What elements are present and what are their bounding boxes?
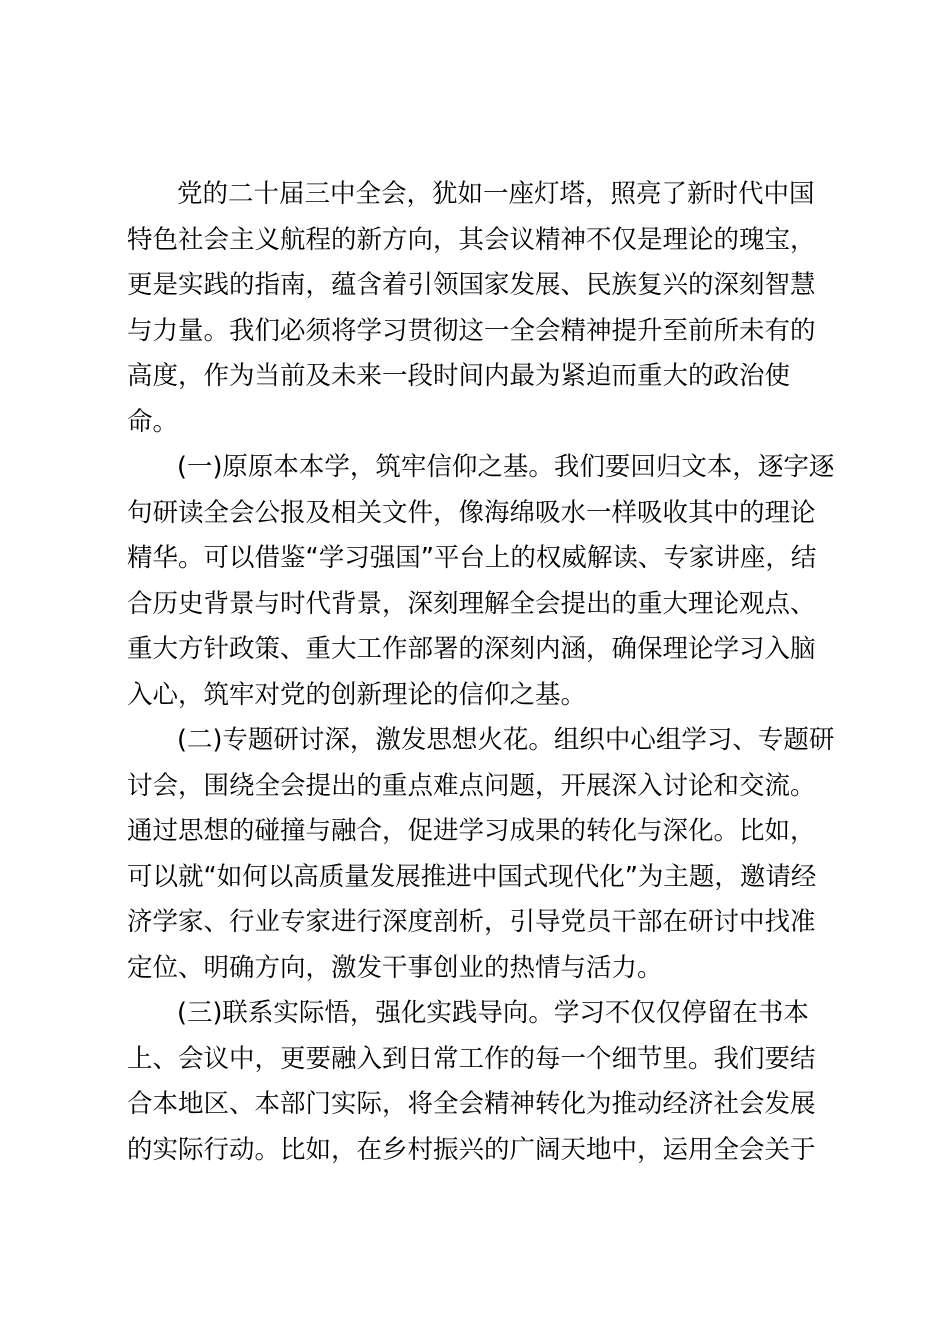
text-line: 定位、明确方向，激发干事创业的热情与活力。 bbox=[127, 952, 663, 983]
text-line: 讨会，围绕全会提出的重点难点问题，开展深入讨论和交流。 bbox=[127, 770, 816, 801]
text-line: 句研读全会公报及相关文件，像海绵吸水一样吸收其中的理论 bbox=[127, 497, 816, 528]
text-line: 高度，作为当前及未来一段时间内最为紧迫而重大的政治使 bbox=[127, 361, 791, 391]
paragraph-section-1 bbox=[127, 445, 835, 718]
text-line: 精华。可以借鉴“学习强国”平台上的权威解读、专家讲座，结 bbox=[127, 543, 817, 573]
paragraph-intro bbox=[127, 172, 827, 445]
text-line: 党的二十届三中全会，犹如一座灯塔，照亮了新时代中国 bbox=[177, 179, 815, 209]
text-line: 重大方针政策、重大工作部署的深刻内涵，确保理论学习入脑 bbox=[127, 634, 816, 664]
text-line: 可以就“如何以高质量发展推进中国式现代化”为主题，邀请经 bbox=[127, 861, 817, 892]
text-line: (三)联系实际悟，强化实践导向。学习不仅仅停留在书本 bbox=[177, 998, 809, 1028]
text-line: (二)专题研讨深，激发思想火花。组织中心组学习、专题研 bbox=[177, 725, 835, 755]
text-line: 更是实践的指南，蕴含着引领国家发展、民族复兴的深刻智慧 bbox=[127, 270, 816, 300]
paragraph-section-2 bbox=[127, 718, 835, 991]
text-line: 通过思想的碰撞与融合，促进学习成果的转化与深化。比如， bbox=[127, 816, 816, 846]
text-line: 合历史背景与时代背景，深刻理解全会提出的重大理论观点、 bbox=[127, 588, 816, 619]
paragraph-section-3 bbox=[127, 991, 827, 1173]
text-line: 与力量。我们必须将学习贯彻这一全会精神提升至前所未有的 bbox=[127, 315, 816, 346]
text-line: 上、会议中，更要融入到日常工作的每一个细节里。我们要结 bbox=[127, 1043, 816, 1074]
text-line: 济学家、行业专家进行深度剖析，引导党员干部在研讨中找准 bbox=[127, 907, 816, 937]
text-line: (一)原原本本学，筑牢信仰之基。我们要回归文本，逐字逐 bbox=[177, 452, 835, 482]
text-line: 入心，筑牢对党的创新理论的信仰之基。 bbox=[127, 679, 587, 710]
text-line: 的实际行动。比如，在乡村振兴的广阔天地中，运用全会关于 bbox=[127, 1134, 816, 1165]
text-line: 特色社会主义航程的新方向，其会议精神不仅是理论的瑰宝， bbox=[127, 224, 816, 255]
text-line: 合本地区、本部门实际，将全会精神转化为推动经济社会发展 bbox=[127, 1089, 816, 1119]
document-body bbox=[127, 172, 835, 1173]
text-line: 命。 bbox=[127, 406, 179, 437]
